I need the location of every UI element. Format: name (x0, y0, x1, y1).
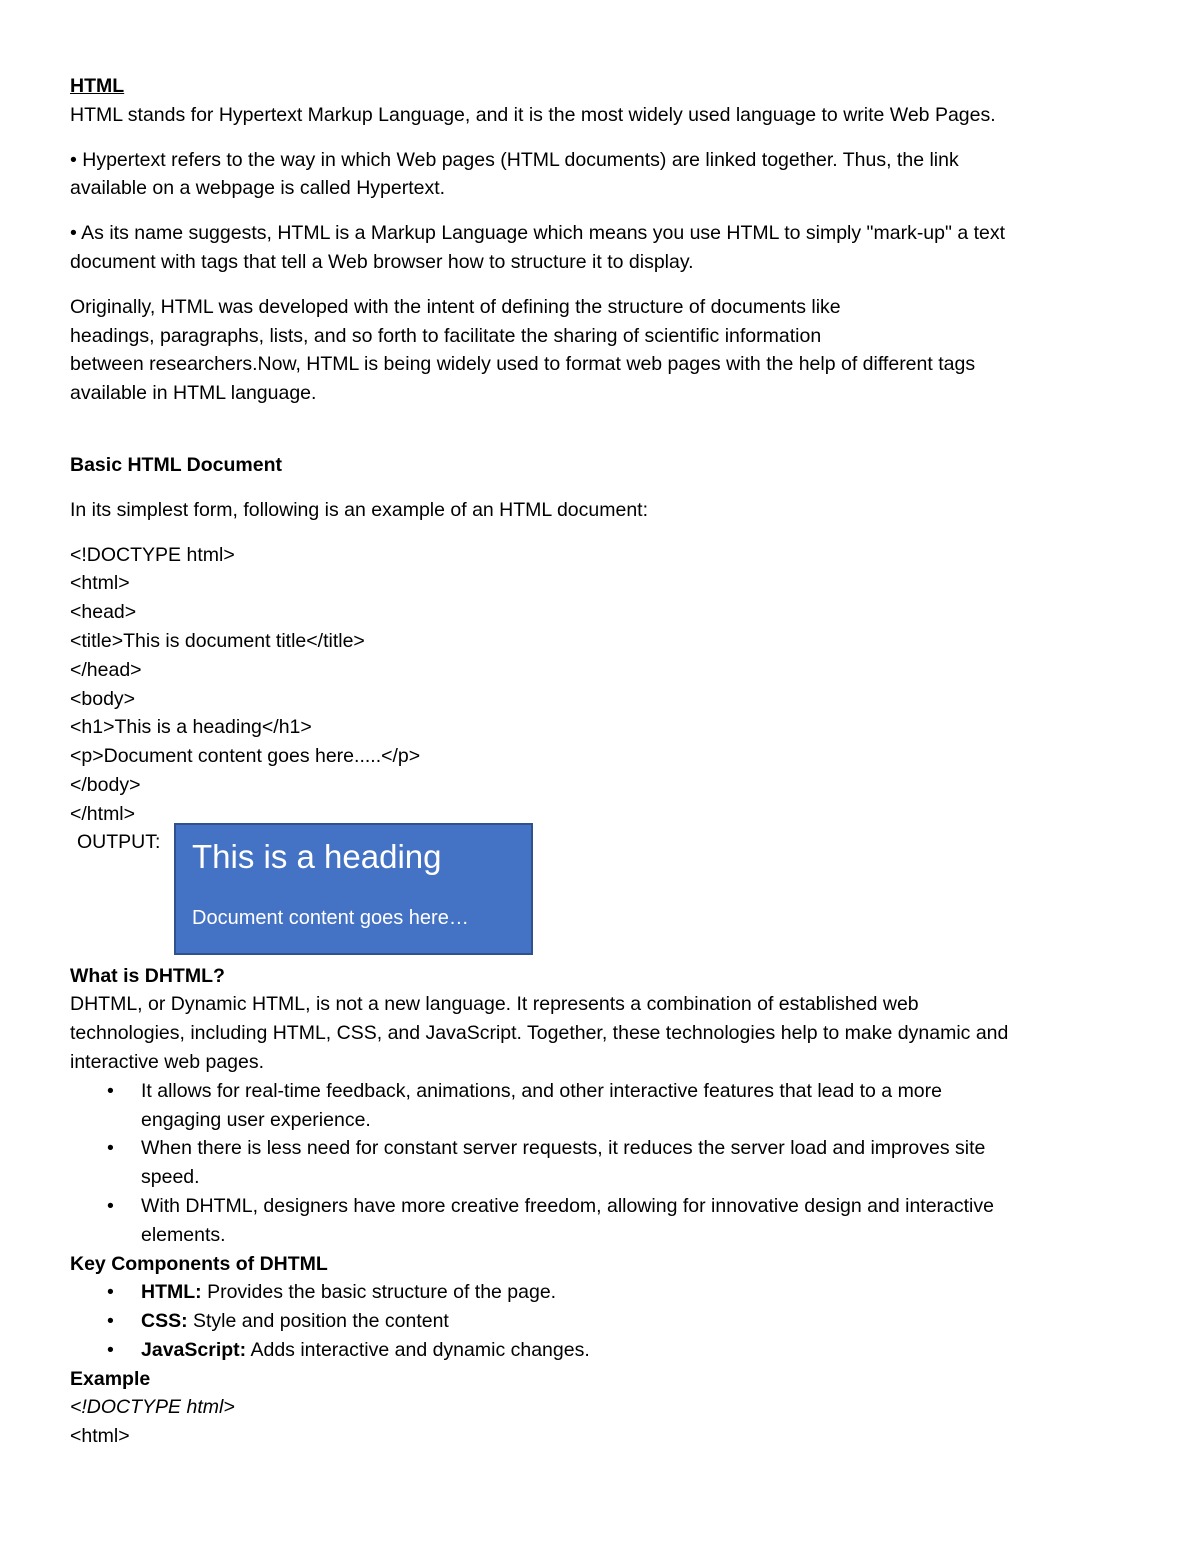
code-line: <head> (70, 601, 137, 624)
output-row (70, 829, 1130, 962)
bullet-icon: • (107, 1137, 114, 1160)
output-label: OUTPUT: (77, 830, 161, 853)
code-line: <p>Document content goes here.....</p> (70, 745, 421, 768)
bullet-text-line: document with tags that tell a Web browser how to structure it to display. (70, 250, 694, 273)
bullet-icon: • (107, 1079, 114, 1102)
document-page (70, 72, 1130, 1451)
code-line: <html> (70, 572, 130, 595)
list-item-line: It allows for real-time feedback, animations, and other interactive features that lead to a more (141, 1079, 942, 1102)
code-line: <!DOCTYPE html> (70, 543, 235, 566)
list-item (70, 1307, 1130, 1336)
paragraph-line: between researchers.Now, HTML is being widely used to format web pages with the help of different tags (70, 353, 976, 376)
code-line: </head> (70, 658, 142, 681)
code-line: <h1>This is a heading</h1> (70, 716, 312, 739)
list-item-line: engaging user experience. (141, 1108, 371, 1131)
section-title-what-is-dhtml: What is DHTML? (70, 964, 225, 987)
bullet-icon: • (70, 148, 77, 171)
dhtml-benefits-list (70, 1077, 1130, 1250)
list-item-line: speed. (141, 1166, 200, 1189)
section-title-html: HTML (70, 75, 125, 97)
component-desc: Adds interactive and dynamic changes. (246, 1338, 590, 1361)
component-desc: Provides the basic structure of the page. (201, 1281, 557, 1304)
output-content: Document content goes here… (192, 906, 469, 929)
component-term: JavaScript: (141, 1338, 247, 1361)
list-item (70, 1134, 1130, 1192)
bullet-icon: • (107, 1194, 114, 1217)
bullet-icon: • (107, 1310, 114, 1333)
code-line: <title>This is document title</title> (70, 629, 365, 652)
basic-intro: In its simplest form, following is an example of an HTML document: (70, 498, 649, 521)
section-title-basic-html-document: Basic HTML Document (70, 453, 283, 476)
list-item (70, 1336, 1130, 1365)
component-term: CSS: (141, 1310, 188, 1333)
bullet-text-line: Hypertext refers to the way in which Web pages (HTML documents) are linked together. Thus, the link (82, 148, 959, 171)
paragraph-line: interactive web pages. (70, 1050, 265, 1073)
paragraph-line: headings, paragraphs, lists, and so forth to facilitate the sharing of scientific information (70, 324, 822, 347)
html-originally-paragraph (70, 293, 1130, 408)
html-bullet-1 (70, 146, 1130, 204)
component-term: HTML: (141, 1281, 202, 1304)
list-item-line: When there is less need for constant server requests, it reduces the server load and improves site (141, 1137, 986, 1160)
paragraph-line: technologies, including HTML, CSS, and JavaScript. Together, these technologies help to make dynamic and (70, 1022, 1009, 1045)
paragraph-line: available in HTML language. (70, 382, 317, 405)
list-item (70, 1077, 1130, 1135)
html-intro: HTML stands for Hypertext Markup Language, and it is the most widely used language to write Web Pages. (70, 103, 996, 126)
code-line: <html> (70, 1425, 130, 1448)
code-line: </body> (70, 773, 141, 796)
components-list (70, 1278, 1130, 1364)
bullet-icon: • (107, 1338, 114, 1361)
section-title-key-components: Key Components of DHTML (70, 1252, 328, 1275)
basic-code-block (70, 541, 1130, 829)
paragraph-line: Originally, HTML was developed with the intent of defining the structure of documents like (70, 295, 841, 318)
list-item (70, 1278, 1130, 1307)
bullet-text-line: available on a webpage is called Hypertext. (70, 177, 446, 200)
html-bullet-2 (70, 219, 1130, 277)
code-line: </html> (70, 802, 136, 825)
list-item-line: elements. (141, 1223, 226, 1246)
code-line: <body> (70, 687, 136, 710)
paragraph-line: DHTML, or Dynamic HTML, is not a new language. It represents a combination of established web (70, 993, 919, 1016)
bullet-text-line: As its name suggests, HTML is a Markup Language which means you use HTML to simply "mark-up" a text (81, 222, 1006, 245)
section-title-example: Example (70, 1367, 151, 1390)
component-desc: Style and position the content (187, 1310, 449, 1333)
bullet-icon: • (70, 222, 77, 245)
output-heading: This is a heading (192, 837, 442, 875)
list-item (70, 1192, 1130, 1250)
bullet-icon: • (107, 1281, 114, 1304)
code-line: <!DOCTYPE html> (70, 1396, 235, 1419)
output-preview-box (174, 823, 533, 955)
list-item-line: With DHTML, designers have more creative freedom, allowing for innovative design and interactive (141, 1194, 994, 1217)
